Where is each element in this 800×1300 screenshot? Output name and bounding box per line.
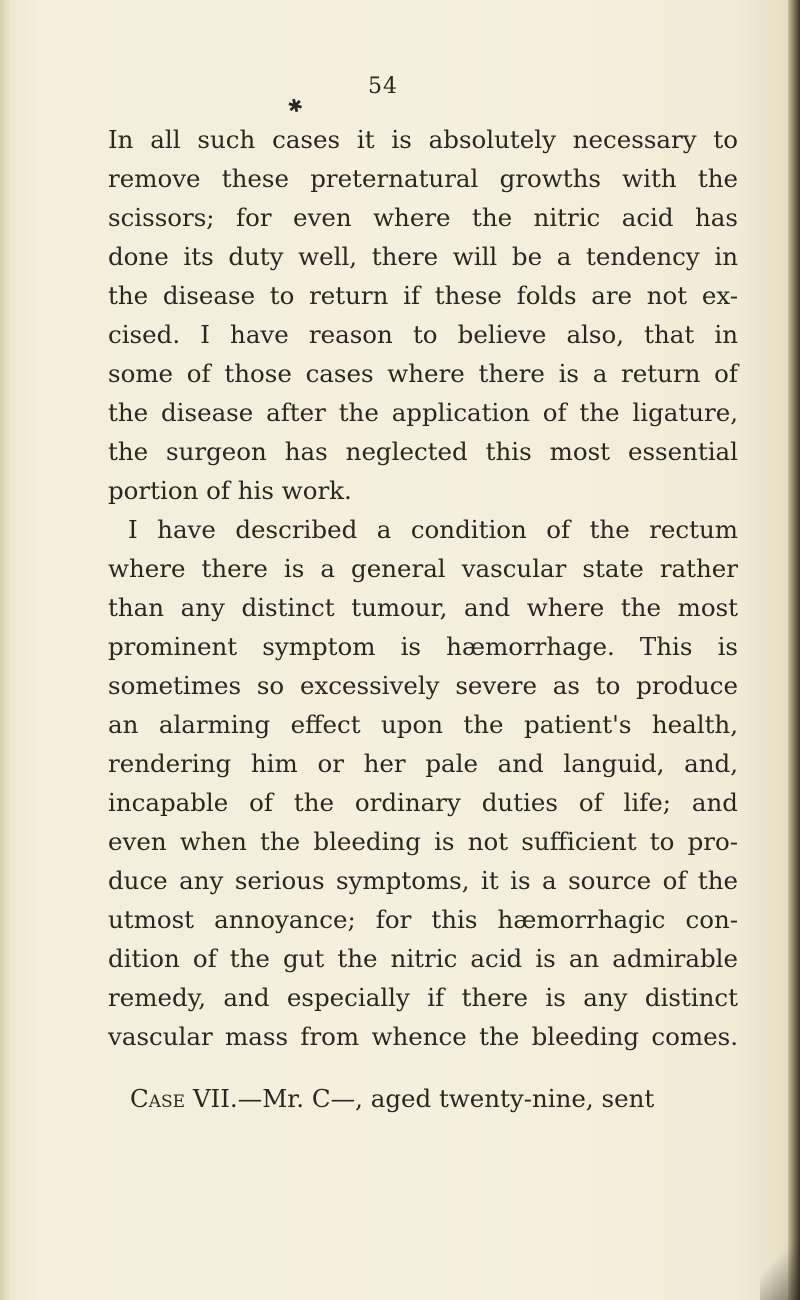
text-line: the disease to return if these folds are not ex- [108,281,738,310]
paragraph-2 [108,510,738,1056]
text-line: rendering him or her pale and languid, and, [108,749,738,778]
text-line: done its duty well, there will be a tendency in [108,242,738,271]
book-spine-shadow [788,0,800,1300]
body-text [108,120,738,1118]
margin-mark-icon: ✱ [285,94,306,119]
text-line: some of those cases where there is a return of [108,359,738,388]
text-line: an alarming effect upon the patient's health, [108,710,738,739]
text-line: the disease after the application of the ligature, [108,398,738,427]
text-line: vascular mass from whence the bleeding comes. [108,1022,738,1051]
text-line: scissors; for even where the nitric acid has [108,203,738,232]
text-line: prominent symptom is hæmorrhage. This is [108,632,738,661]
page-corner-shadow [760,1230,800,1300]
text-line: In all such cases it is absolutely necessary to [108,125,738,154]
text-line: dition of the gut the nitric acid is an admirable [108,944,738,973]
text-line: even when the bleeding is not sufficient to pro- [108,827,738,856]
case-heading [108,1079,738,1118]
text-line: incapable of the ordinary duties of life; and [108,788,738,817]
text-line: I have described a condition of the rectum [128,515,738,544]
text-line: where there is a general vascular state rather [108,554,738,583]
text-line: remove these preternatural growths with the [108,164,738,193]
text-line: sometimes so excessively severe as to produce [108,671,738,700]
text-line: the surgeon has neglected this most essential [108,437,738,466]
text-line: than any distinct tumour, and where the most [108,593,738,622]
page-number: 54 [368,74,398,99]
text-line: portion of his work. [108,476,352,505]
case-label: Case VII. [130,1084,238,1113]
text-line: cised. I have reason to believe also, that in [108,320,738,349]
case-heading-text: —Mr. C—, aged twenty-nine, sent [237,1084,655,1113]
text-line: utmost annoyance; for this hæmorrhagic con- [108,905,738,934]
text-line: duce any serious symptoms, it is a source of the [108,866,738,895]
paragraph-1 [108,120,738,510]
page-left-edge [0,0,10,1300]
text-line: remedy, and especially if there is any distinct [108,983,738,1012]
